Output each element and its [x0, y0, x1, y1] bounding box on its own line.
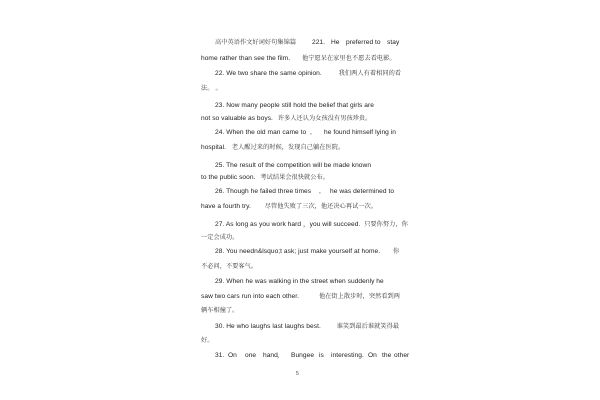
s27-cn1: 只要你努力，你: [364, 221, 408, 228]
s24-comma: ,: [310, 129, 312, 136]
s21-word: preferred: [346, 39, 374, 46]
s31-word: On: [368, 352, 377, 359]
sentence-29-line1: [215, 277, 415, 286]
s29-line1: 29. When he was walking in the street when suddenly he: [215, 278, 384, 285]
s31-word: Bungee: [291, 352, 315, 359]
sentence-24-line1: [215, 128, 415, 137]
sentence-25-line2: [201, 173, 401, 182]
s31-word: interesting.: [331, 352, 364, 359]
s22-cn2: 法。 。: [201, 85, 222, 92]
sentence-28-line1: [215, 247, 415, 256]
s21-word: stay: [387, 39, 400, 46]
s27-en: 27. As long as you work hard ，you will succeed.: [215, 221, 361, 228]
sentence-22-line2: [201, 84, 401, 93]
s21-word: to: [375, 39, 381, 46]
s30-en: 30. He who laughs last laughs best.: [215, 323, 321, 330]
s31-num: 31.: [215, 352, 225, 359]
header-cn: 高中英语作文好词好句集锦篇: [215, 39, 297, 46]
s21-word: He: [331, 39, 340, 46]
s22-cn1: 我们两人有着相同的看: [338, 70, 402, 77]
s25-cn: 考试结果会很快就公布。: [260, 174, 329, 181]
s31-word: other: [394, 352, 410, 359]
s23-cn: 许多人还认为女孩没有男孩珍贵。: [277, 115, 372, 122]
s28-en: 28. You needn&lsquo;t ask; just make yourself at home.: [215, 248, 381, 255]
s29-cn1: 他在街上散步时，突然看到两: [318, 293, 401, 300]
s26-line1a: 26. Though he failed three times: [215, 188, 312, 195]
s29-cn2: 辆车相撞了。: [201, 307, 239, 314]
s27-cn2: 一定会成功。: [201, 234, 239, 241]
sentence-25-line1: [215, 161, 415, 170]
sentence-31-line1: [215, 351, 410, 360]
s23-line2: not so valuable as boys.: [201, 115, 273, 122]
s26-line2: have a fourth try.: [201, 203, 251, 210]
s23-line1: 23. Now many people still hold the belief that girls are: [215, 102, 374, 109]
s25-line1: 25. The result of the competition will be made known: [215, 162, 372, 169]
s21-en-line2: home rather than see the film.: [201, 55, 291, 62]
sentence-29-line2: [201, 292, 401, 301]
s24-line1a: 24. When the old man came to: [215, 129, 307, 136]
s21-cn: 他宁愿呆在家里也不愿去看电影。: [302, 55, 396, 62]
s21-num: 221.: [312, 39, 326, 46]
s31-word: On: [228, 352, 237, 359]
s28-cn1: 你: [393, 248, 400, 255]
sentence-22-line1: [215, 69, 415, 78]
page-number: 5: [296, 371, 299, 377]
sentence-26-line1: [215, 187, 415, 196]
sentence-23-line1: [215, 101, 415, 110]
s30-cn1: 谁笑到最后谁就笑得最: [336, 323, 400, 330]
s31-word: one: [245, 352, 257, 359]
sentence-29-line3: [201, 306, 401, 315]
s26-line1b: he was determined to: [330, 188, 395, 195]
sentence-27-line2: [201, 233, 401, 242]
s31-word: hand: [263, 352, 278, 359]
sentence-30-line1: [215, 322, 415, 331]
sentence-23-line2: [201, 114, 401, 123]
s22-en: 22. We two share the same opinion.: [215, 70, 322, 77]
s31-word: the: [382, 352, 392, 359]
s26-cn: 尽管他失败了三次，他还决心再试一次。: [264, 203, 378, 210]
s31-word: is: [319, 352, 324, 359]
sentence-30-line2: [201, 336, 401, 345]
s25-line2: to the public soon.: [201, 174, 256, 181]
s26-comma: ,: [319, 188, 321, 195]
s24-cn: 老人醒过来的时候，发现自己躺在医院。: [231, 144, 345, 151]
s29-line2: saw two cars run into each other.: [201, 293, 300, 300]
s28-cn2: 不必问，不要客气。: [201, 263, 258, 270]
sentence-26-line2: [201, 202, 401, 211]
s30-cn2: 好。: [201, 337, 214, 344]
sentence-27-line1: [215, 220, 415, 229]
s31-comma: ，: [277, 352, 284, 359]
sentence-221-line2: [201, 54, 401, 63]
sentence-28-line2: [201, 262, 401, 271]
sentence-24-line2: [201, 143, 401, 152]
s24-line1b: he found himself lying in: [324, 129, 396, 136]
s24-line2: hospital.: [201, 144, 227, 151]
sentence-221-line1: [215, 38, 405, 47]
